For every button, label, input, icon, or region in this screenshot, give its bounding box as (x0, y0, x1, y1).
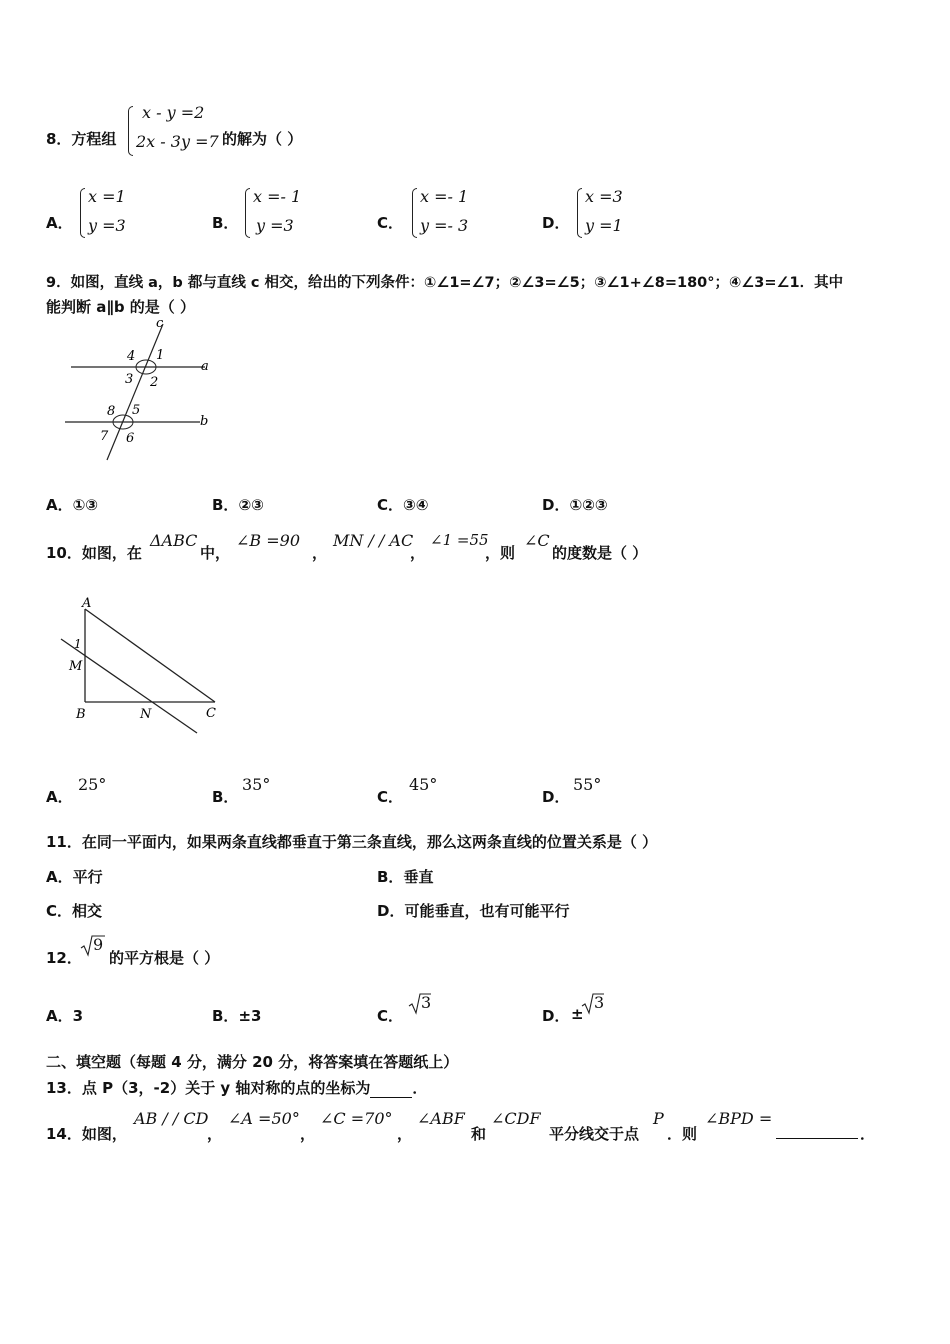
q14-text-1: ， (207, 1125, 223, 1143)
q8-option-a-label[interactable]: A． (46, 214, 73, 232)
q9-option-d[interactable] (542, 494, 608, 515)
q10-option-d-label[interactable]: D． (542, 788, 570, 806)
q10-math-triangle: ΔABC (150, 531, 198, 550)
q10-math-angle-b: ∠B =90 (236, 531, 301, 550)
q14-math-angle-cdf: ∠CDF (491, 1109, 541, 1128)
q12-option-a-label: A． (46, 1007, 73, 1025)
label-6: 6 (126, 431, 135, 446)
q11-option-d-label: D． (377, 902, 405, 920)
q14-answer-blank[interactable] (776, 1122, 858, 1139)
side-ac (85, 609, 215, 702)
q12-option-a-text: 3 (72, 1007, 84, 1025)
q11-stem: 11．在同一平面内，如果两条直线都垂直于第三条直线，那么这两条直线的位置关系是（ ） (46, 833, 658, 851)
q8-option-b-label[interactable]: B． (212, 214, 239, 232)
q11-option-c[interactable] (46, 900, 102, 921)
q9-option-a-text: ①③ (72, 496, 99, 514)
q8-option-d-line2: y =1 (585, 216, 623, 235)
label-7: 7 (100, 429, 109, 444)
q13-text: 13．点 P（3，-2）关于 y 轴对称的点的坐标为 (46, 1079, 371, 1097)
q8-option-a-line2: y =3 (88, 216, 126, 235)
q14-prefix: 14．如图， (46, 1125, 127, 1143)
label-1: 1 (74, 637, 82, 651)
q11-option-d[interactable] (377, 900, 569, 921)
q11-option-a[interactable] (46, 866, 103, 887)
q10-math-angle-1: ∠1 =55 (430, 531, 489, 549)
q8-option-b-line2: y =3 (256, 216, 294, 235)
q9-option-c-label: C． (377, 496, 404, 514)
section-heading-fill-in: 二、填空题（每题 4 分，满分 20 分，将答案填在答题纸上） (46, 1053, 459, 1071)
q14-math-point-p: P (653, 1109, 664, 1128)
label-N: N (140, 707, 152, 722)
q11-option-b[interactable] (377, 866, 433, 887)
q9-option-d-label: D． (542, 496, 570, 514)
q14-text-5: 平分线交于点 (549, 1125, 640, 1143)
q8-stem: 8．方程组 (46, 130, 117, 148)
q10-option-d-text: 55° (573, 775, 602, 794)
q8-option-a-line1: x =1 (88, 187, 126, 206)
q14-math-angle-abf: ∠ABF (417, 1109, 465, 1128)
q10-math-angle-c: ∠C (524, 531, 550, 550)
q9-option-c[interactable] (377, 494, 428, 515)
q8-option-c-label[interactable]: C． (377, 214, 404, 232)
q14-end: ． (860, 1125, 876, 1143)
q12-option-b-label: B． (212, 1007, 239, 1025)
label-C: C (206, 706, 216, 721)
q12-radicand: 9 (93, 935, 104, 954)
q11-option-c-text: 相交 (72, 902, 103, 920)
q10-math-parallel: MN / / AC (333, 531, 414, 550)
q10-prefix: 10．如图，在 (46, 544, 142, 562)
q11-option-d-text: 可能垂直，也有可能平行 (404, 902, 570, 920)
q10-text-3: ， (410, 544, 426, 562)
q14-text-6: ．则 (667, 1125, 698, 1143)
q8-option-c-line1: x =- 1 (420, 187, 469, 206)
q9-stem-line1: 9．如图，直线 a，b 都与直线 c 相交，给出的下列条件：①∠1=∠7；②∠3=∠5；③∠1+∠8=180°；④∠3=∠1．其中 (46, 275, 844, 291)
q12-option-c-label[interactable]: C． (377, 1007, 404, 1025)
q8-option-d-label[interactable]: D． (542, 214, 570, 232)
q12-tail: 的平方根是（ ） (109, 949, 220, 967)
q12-option-a[interactable] (46, 1005, 83, 1026)
q14-math-angle-c: ∠C =70° (320, 1109, 393, 1128)
label-B: B (76, 707, 86, 722)
q11-option-b-label: B． (377, 868, 404, 886)
q10-option-a-text: 25° (78, 775, 107, 794)
q9-option-b-label: B． (212, 496, 239, 514)
q9-option-b-text: ②③ (238, 496, 264, 514)
q12-option-b[interactable] (212, 1005, 261, 1026)
q10-option-c-text: 45° (409, 775, 438, 794)
q8-tail: 的解为（ ） (222, 130, 303, 148)
q10-option-c-label[interactable]: C． (377, 788, 404, 806)
q14-math-parallel: AB / / CD (134, 1109, 209, 1128)
q8-option-b-brace (245, 188, 250, 238)
q9-option-c-text: ③④ (403, 496, 429, 514)
q9-stem-line2: 能判断 a∥b 的是（ ） (46, 298, 196, 316)
q13-stem (46, 1077, 427, 1098)
q12-option-b-text: ±3 (238, 1007, 262, 1025)
q8-eq2: 2x - 3y =7 (136, 132, 219, 151)
q8-option-d-line1: x =3 (585, 187, 623, 206)
q11-option-a-label: A． (46, 868, 73, 886)
q12-option-c-radicand: 3 (421, 993, 432, 1012)
label-a: a (201, 359, 209, 374)
q14-text-3: ， (397, 1125, 413, 1143)
q12-option-d-radicand: 3 (594, 993, 605, 1012)
label-b: b (200, 414, 209, 429)
q12-prefix: 12． (46, 949, 82, 967)
label-5: 5 (132, 403, 141, 418)
label-3: 3 (125, 372, 134, 387)
q10-option-b-text: 35° (242, 775, 271, 794)
label-8: 8 (107, 404, 116, 419)
q14-text-4: 和 (471, 1125, 487, 1143)
q10-text-2: ， (312, 544, 328, 562)
q14-math-angle-a: ∠A =50° (228, 1109, 300, 1128)
q10-text-5: 的度数是（ ） (552, 544, 648, 562)
label-M: M (69, 659, 83, 674)
q10-option-b-label[interactable]: B． (212, 788, 239, 806)
q11-option-b-text: 垂直 (403, 868, 434, 886)
q8-brace (128, 106, 133, 156)
q9-option-a[interactable] (46, 494, 98, 515)
line-c (107, 324, 163, 460)
q9-option-a-label: A． (46, 496, 73, 514)
label-2: 2 (150, 375, 159, 390)
q12-option-d-label[interactable]: D． (542, 1007, 570, 1025)
q8-option-c-brace (412, 188, 417, 238)
q12-option-d-pm: ± (571, 1005, 584, 1023)
q14-math-angle-bpd: ∠BPD = (705, 1109, 773, 1128)
q8-option-d-brace (577, 188, 582, 238)
q9-option-b[interactable] (212, 494, 264, 515)
q10-option-a-label[interactable]: A． (46, 788, 73, 806)
q10-figure-triangle (55, 595, 235, 740)
label-A: A (82, 596, 92, 611)
q10-text-4: ，则 (485, 544, 516, 562)
label-4: 4 (127, 349, 136, 364)
q14-text-2: ， (300, 1125, 316, 1143)
q8-option-b-line1: x =- 1 (253, 187, 302, 206)
q13-end: ． (412, 1079, 428, 1097)
label-1: 1 (156, 348, 165, 363)
q8-eq1: x - y =2 (142, 103, 205, 122)
q8-option-a-brace (80, 188, 85, 238)
label-c: c (156, 316, 164, 331)
q11-option-a-text: 平行 (72, 868, 103, 886)
q10-text-1: 中， (200, 544, 231, 562)
q9-option-d-text: ①②③ (569, 496, 608, 514)
q8-option-c-line2: y =- 3 (420, 216, 469, 235)
q13-answer-blank[interactable] (370, 1079, 412, 1098)
q11-option-c-label: C． (46, 902, 73, 920)
q9-figure-parallel-lines (55, 312, 225, 467)
